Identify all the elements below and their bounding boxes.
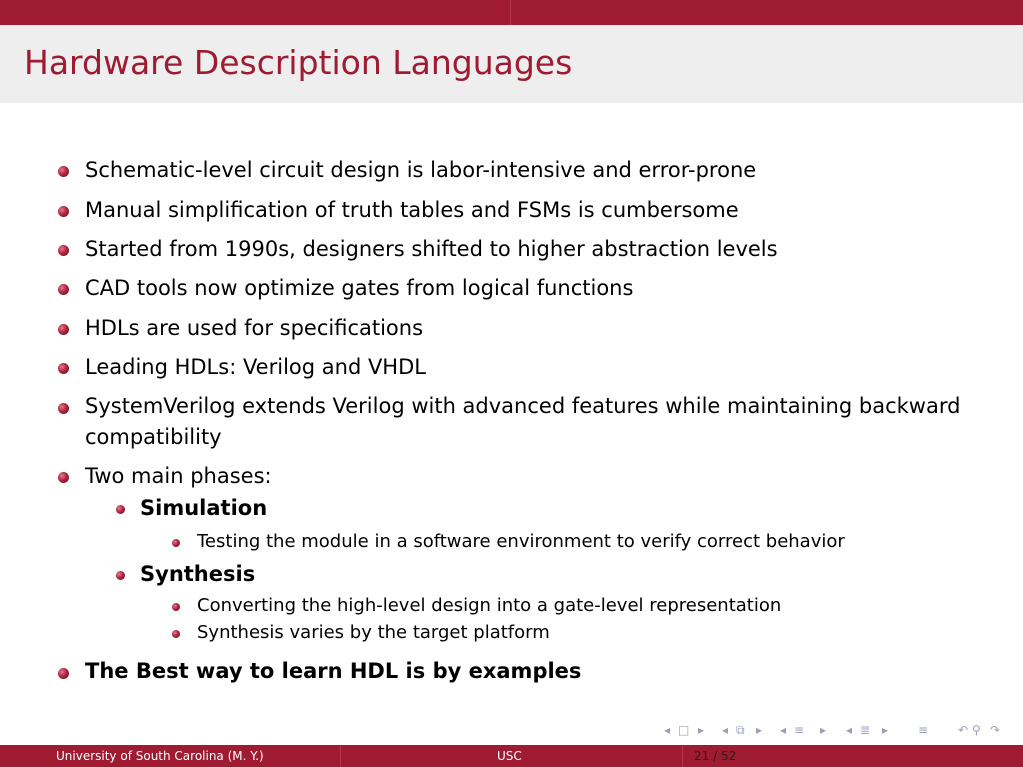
footer-bar xyxy=(0,745,1023,767)
bullet-icon xyxy=(58,206,69,217)
bullet-icon xyxy=(58,245,69,256)
phase-name: Simulation xyxy=(140,496,268,520)
footer-institution: University of South Carolina (M. Y.) xyxy=(56,749,264,763)
footer-divider xyxy=(682,745,683,767)
sub-bullet-icon xyxy=(116,571,125,580)
nav-undo-icon[interactable]: ↶ xyxy=(958,723,969,737)
bullet-icon xyxy=(58,166,69,177)
bullet-text: Two main phases: xyxy=(85,464,272,488)
bullet-text: Schematic-level circuit design is labor-intensive and error-prone xyxy=(85,158,757,182)
nav-section-prev-icon[interactable]: ◂ xyxy=(780,723,787,737)
nav-search-icon[interactable]: ⚲ xyxy=(972,723,981,737)
nav-document-next-icon[interactable]: ▸ xyxy=(882,723,889,737)
phase-detail: Testing the module in a software environment to verify correct behavior xyxy=(197,531,845,552)
nav-frame-next-icon[interactable]: ▸ xyxy=(698,723,705,737)
nav-section-next-icon[interactable]: ▸ xyxy=(820,723,827,737)
footer-page-number: 21 / 52 xyxy=(694,749,737,763)
nav-subsection-next-icon[interactable]: ▸ xyxy=(756,723,763,737)
footer-short-title: USC xyxy=(497,749,522,763)
bullet-icon xyxy=(58,363,69,374)
bullet-text: HDLs are used for specifications xyxy=(85,316,424,340)
phase-detail: Synthesis varies by the target platform xyxy=(197,622,550,643)
bullet-icon xyxy=(58,324,69,335)
sub-sub-bullet-icon xyxy=(172,539,180,547)
phase-detail: Converting the high-level design into a gate-level representation xyxy=(197,595,782,616)
bullet-text: Manual simplification of truth tables and FSMs is cumbersome xyxy=(85,198,739,222)
sub-bullet-icon xyxy=(116,505,125,514)
header-divider xyxy=(510,0,511,25)
slide-title: Hardware Description Languages xyxy=(24,43,573,82)
nav-document-prev-icon[interactable]: ◂ xyxy=(846,723,853,737)
sub-sub-bullet-icon xyxy=(172,630,180,638)
bullet-text: SystemVerilog extends Verilog with advanced features while maintaining backward compatibility xyxy=(85,394,961,449)
header-bar xyxy=(0,0,1023,25)
nav-appendix-icon[interactable]: ≡ xyxy=(918,723,929,737)
footer-divider xyxy=(340,745,341,767)
nav-frame-prev-icon[interactable]: ◂ xyxy=(664,723,671,737)
bullet-icon xyxy=(58,668,69,679)
bullet-icon xyxy=(58,403,69,414)
bullet-text: Started from 1990s, designers shifted to higher abstraction levels xyxy=(85,237,778,261)
nav-subsection-icon[interactable]: ⧉ xyxy=(736,723,745,737)
bullet-icon xyxy=(58,472,69,483)
closing-text: The Best way to learn HDL is by examples xyxy=(85,659,582,683)
nav-redo-icon[interactable]: ↷ xyxy=(990,723,1001,737)
bullet-icon xyxy=(58,284,69,295)
nav-section-icon[interactable]: ≡ xyxy=(794,723,805,737)
bullet-text: Leading HDLs: Verilog and VHDL xyxy=(85,355,426,379)
nav-subsection-prev-icon[interactable]: ◂ xyxy=(722,723,729,737)
bullet-text: CAD tools now optimize gates from logical functions xyxy=(85,276,634,300)
nav-frame-icon[interactable]: □ xyxy=(678,723,690,737)
sub-sub-bullet-icon xyxy=(172,603,180,611)
phase-name: Synthesis xyxy=(140,562,256,586)
nav-document-icon[interactable]: ≣ xyxy=(860,723,871,737)
